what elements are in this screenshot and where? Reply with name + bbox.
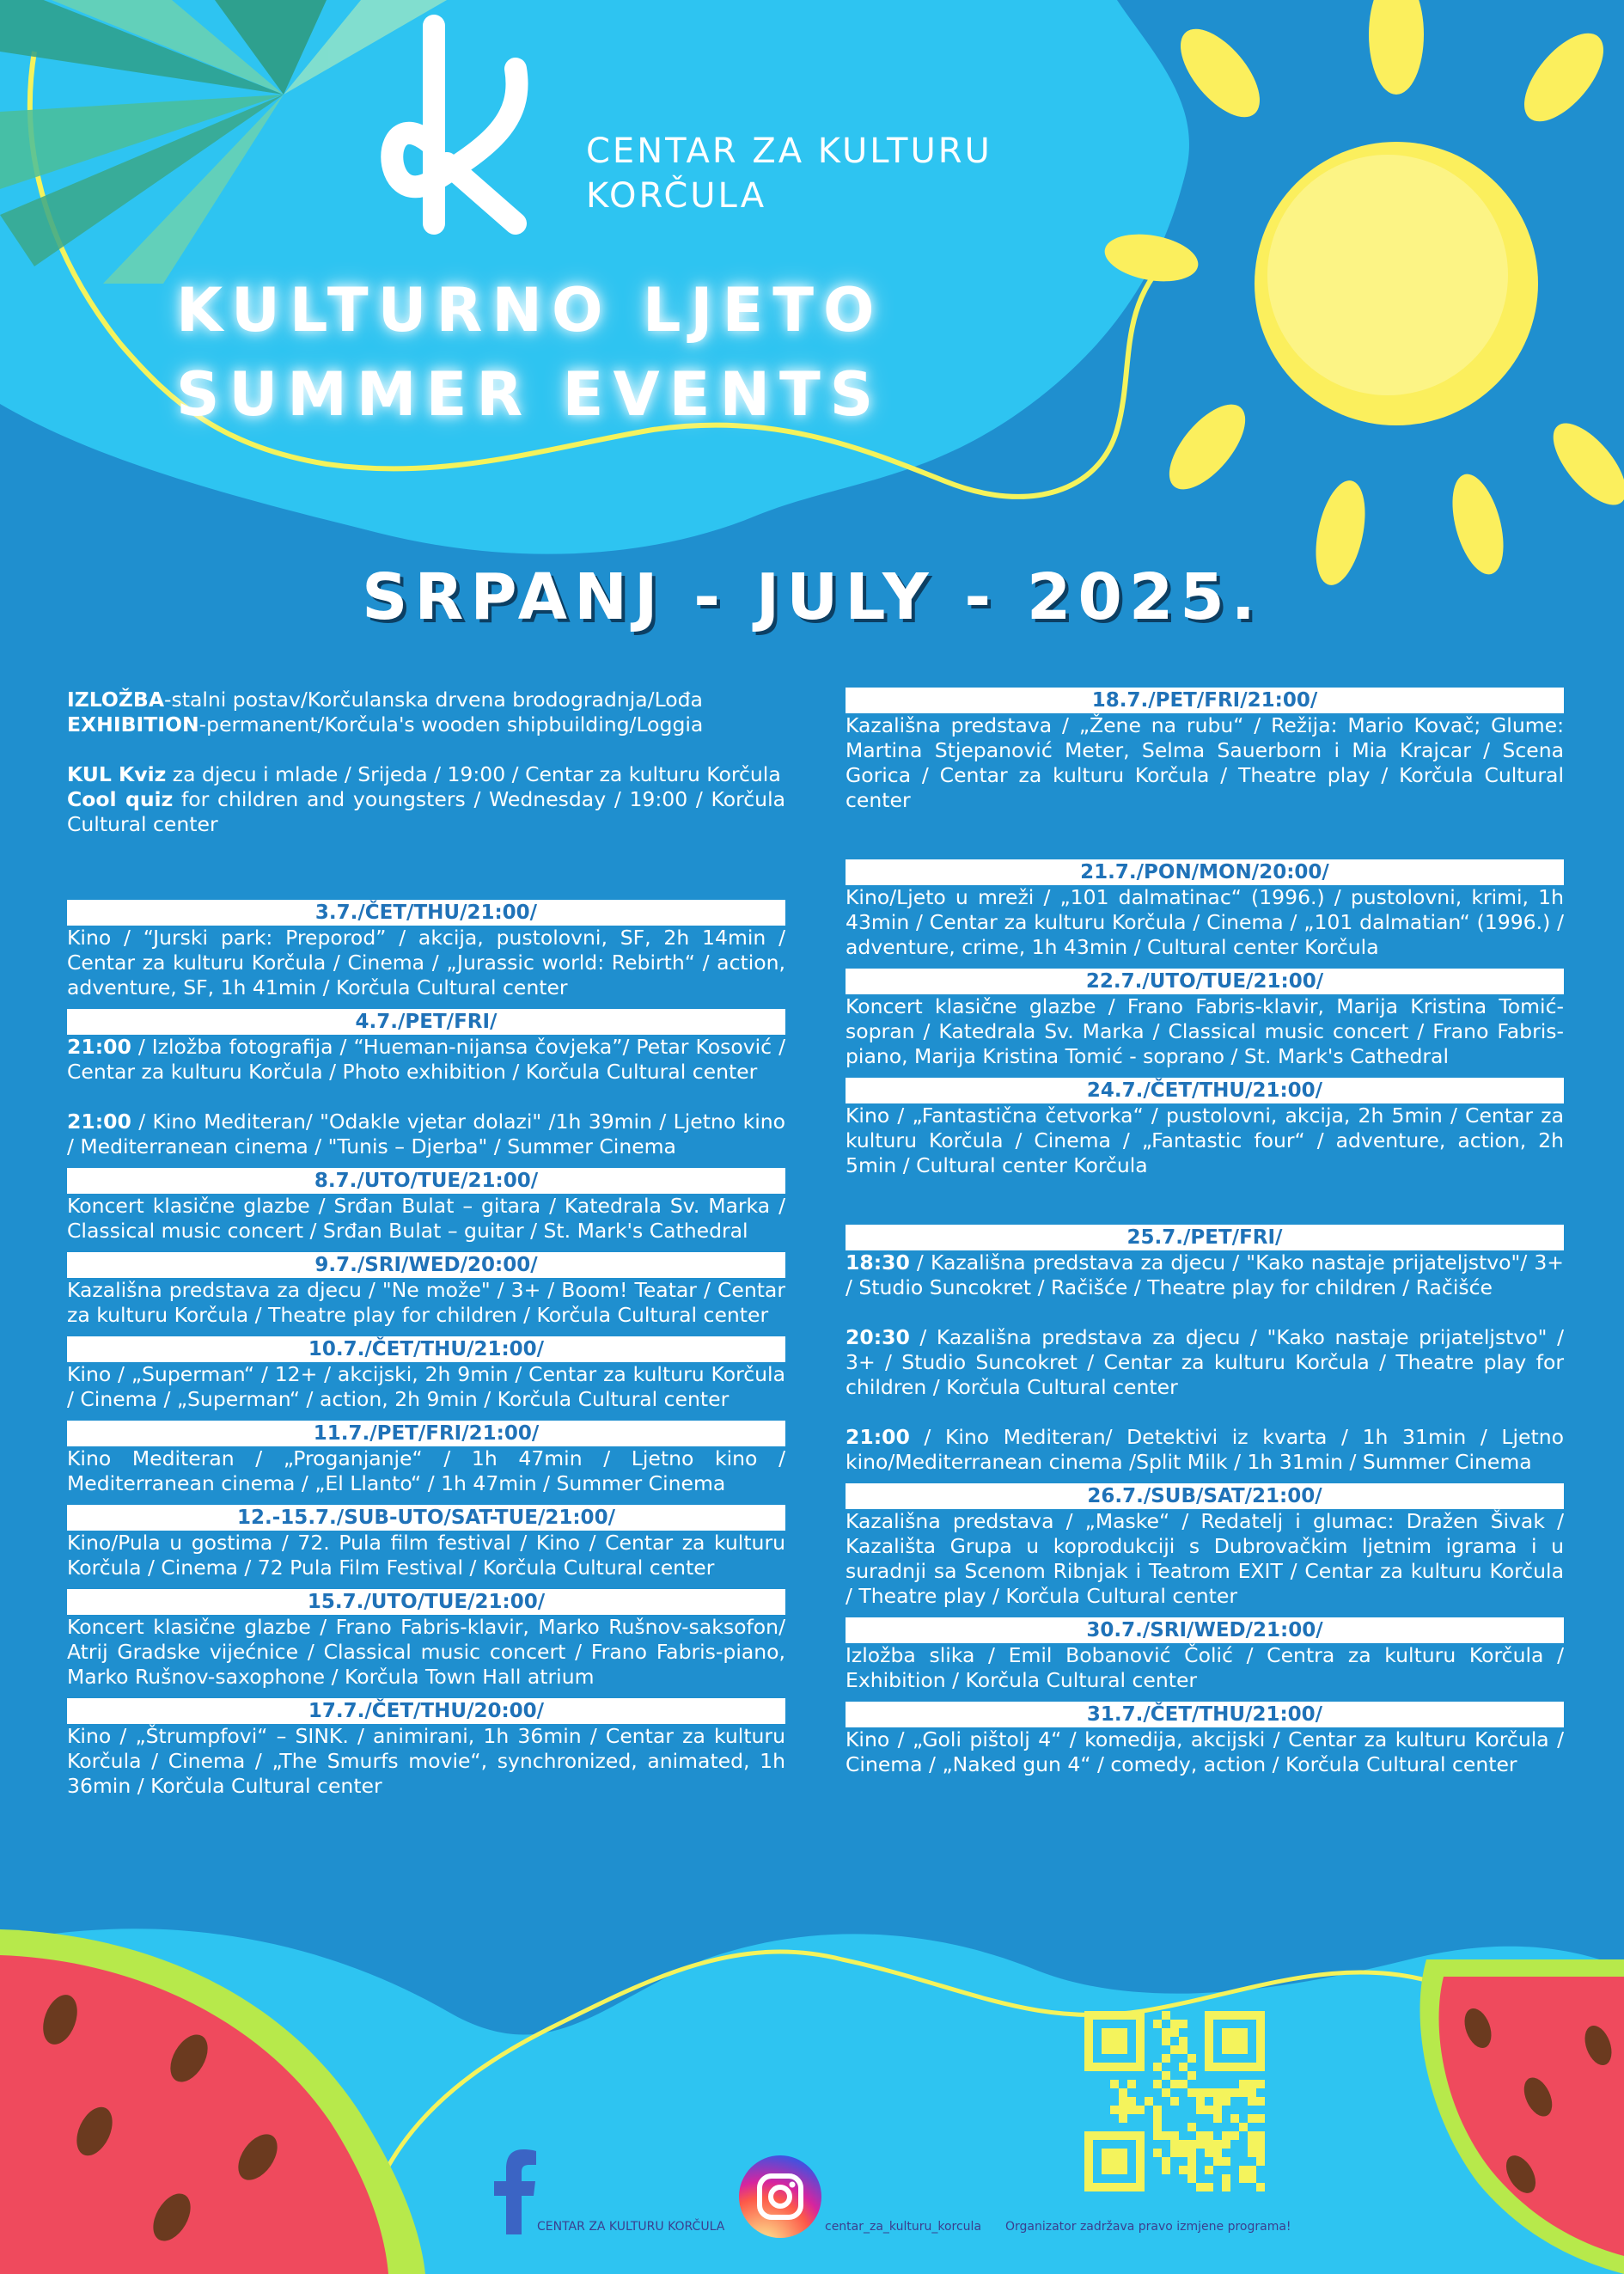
event-item (67, 1009, 785, 1159)
event-description: 18:30 / Kazališna predstava za djecu / "Kako nastaje prijateljstvo"/ 3+ / Studio Suncokret / Račišće / Theatre play for children / Račišće (846, 1250, 1564, 1299)
facebook-label[interactable]: CENTAR ZA KULTURU KORČULA (537, 2220, 725, 2234)
event-item (846, 1702, 1564, 1777)
organization-line-1: CENTAR ZA KULTURU (586, 131, 992, 171)
event-item (846, 969, 1564, 1069)
title-line-1: KULTURNO LJETO (176, 275, 884, 345)
event-item (846, 859, 1564, 960)
event-date-header: 26.7./SUB/SAT/21:00/ (846, 1483, 1564, 1509)
event-date-header: 25.7./PET/FRI/ (846, 1225, 1564, 1250)
intro-line (67, 712, 785, 737)
organization-line-2: KORČULA (586, 176, 767, 216)
intro-bold: IZLOŽBA (67, 688, 165, 712)
intro-bold: Cool quiz (67, 787, 174, 811)
event-description: Koncert klasične glazbe / Frano Fabris-klavir, Marija Kristina Tomić-sopran / Katedrala Sv. Marka / Classical music concert / Frano Fabris-piano, Marija Kristina Tomić - soprano / St. Mark's Cathedral (846, 994, 1564, 1068)
event-date-header: 18.7./PET/FRI/21:00/ (846, 688, 1564, 713)
event-description: Kino / „Goli pištolj 4“ / komedija, akcijski / Centar za kulturu Korčula / Cinema / „Naked gun 4“ / comedy, action / Korčula Cultural center (846, 1727, 1564, 1776)
event-description: Kazališna predstava / „Žene na rubu“ / Režija: Mario Kovač; Glume: Martina Stjepanović Meter, Selma Sauerborn i Mia Krajcar / Scena Gorica / Centar za kulturu Korčula / Theatre play / Korčula Cultural center (846, 713, 1564, 812)
event-item (846, 688, 1564, 813)
intro-text: za djecu i mlade / Srijeda / 19:00 / Centar za kulturu Korčula (166, 762, 781, 786)
event-description: Kazališna predstava / „Maske“ / Redatelj i glumac: Dražen Šivak / Kazališta Grupa u koprodukciji s Dubrovačkim ljetnim igrama i u suradnji sa Scenom Ribnjak i Teatrom EXIT / Centar za kulturu Korčula / Theatre play / Korčula Cultural center (846, 1509, 1564, 1608)
month-heading: SRPANJ - JULY - 2025. (362, 560, 1262, 634)
event-item (846, 1225, 1564, 1475)
event-date-header: 3.7./ČET/THU/21:00/ (67, 900, 785, 926)
event-date-header: 9.7./SRI/WED/20:00/ (67, 1252, 785, 1278)
intro-line (67, 787, 785, 837)
event-date-header: 30.7./SRI/WED/21:00/ (846, 1617, 1564, 1643)
event-item (67, 1421, 785, 1496)
instagram-icon[interactable] (739, 2155, 821, 2238)
event-date-header: 4.7./PET/FRI/ (67, 1009, 785, 1035)
intro-line (67, 688, 785, 712)
event-item (67, 1505, 785, 1580)
event-item (67, 1336, 785, 1412)
event-description: Kino / “Jurski park: Preporod” / akcija, pustolovni, SF, 2h 14min / Centar za kulturu Korčula / Cinema / „Jurassic world: Rebirth“ / action, adventure, SF, 1h 41min / Korčula Cultural center (67, 926, 785, 999)
facebook-icon[interactable] (494, 2149, 537, 2234)
event-item (67, 900, 785, 1000)
event-description: Kino / „Superman“ / 12+ / akcijski, 2h 9min / Centar za kulturu Korčula / Cinema / „Superman“ / action, 2h 9min / Korčula Cultural center (67, 1362, 785, 1411)
event-date-header: 11.7./PET/FRI/21:00/ (67, 1421, 785, 1446)
intro-text: -permanent/Korčula's wooden shipbuilding/Loggia (198, 712, 704, 737)
event-date-header: 24.7./ČET/THU/21:00/ (846, 1078, 1564, 1103)
right-column (846, 688, 1564, 1786)
event-item (67, 1252, 785, 1328)
event-description: Kazališna predstava za djecu / "Ne može" / 3+ / Boom! Teatar / Centar za kulturu Korčula / Theatre play for children / Korčula Cultural center (67, 1278, 785, 1327)
event-date-header: 15.7./UTO/TUE/21:00/ (67, 1589, 785, 1615)
event-item (846, 1617, 1564, 1693)
event-date-header: 21.7./PON/MON/20:00/ (846, 859, 1564, 885)
intro-text: for children and youngsters / Wednesday / 19:00 / Korčula Cultural center (67, 787, 785, 836)
event-description: Koncert klasične glazbe / Frano Fabris-klavir, Marko Rušnov-saksofon/ Atrij Gradske vijećnice / Classical music concert / Frano Fabris-piano, Marko Rušnov-saxophone / Korčula Town Hall atrium (67, 1615, 785, 1689)
right-event-list (846, 688, 1564, 1777)
event-description: Koncert klasične glazbe / Srđan Bulat – gitara / Katedrala Sv. Marka / Classical music concert / Srđan Bulat – guitar / St. Mark's Cathedral (67, 1194, 785, 1243)
sun-icon (1101, 0, 1624, 590)
event-description: Kino / „Fantastična četvorka“ / pustolovni, akcija, 2h 5min / Centar za kulturu Korčula / Cinema / „Fantastic four“ / adventure, action, 2h 5min / Cultural center Korčula (846, 1103, 1564, 1177)
event-date-header: 17.7./ČET/THU/20:00/ (67, 1698, 785, 1724)
organization-name (586, 129, 992, 218)
left-column (67, 688, 785, 1807)
event-item (846, 1483, 1564, 1609)
event-description: 21:00 / Izložba fotografija / “Hueman-nijansa čovjeka”/ Petar Kosović / Centar za kulturu Korčula / Photo exhibition / Korčula Cultural center (67, 1035, 785, 1084)
event-item (846, 1078, 1564, 1178)
event-description: Kino/Pula u gostima / 72. Pula film festival / Kino / Centar za kulturu Korčula / Cinema / 72 Pula Film Festival / Korčula Cultural center (67, 1531, 785, 1580)
event-description: Kino Mediteran / „Proganjanje“ / 1h 47min / Ljetno kino / Mediterranean cinema / „El Llanto“ / 1h 47min / Summer Cinema (67, 1446, 785, 1495)
event-date-header: 31.7./ČET/THU/21:00/ (846, 1702, 1564, 1727)
intro-bold: KUL Kviz (67, 762, 167, 786)
event-description: Kino/Ljeto u mreži / „101 dalmatinac“ (1996.) / pustolovni, krimi, 1h 43min / Centar za kulturu Korčula / Cinema / „101 dalmatian“ (1996.) / adventure, crime, 1h 43min / Cultural center Korčula (846, 885, 1564, 959)
intro-block (67, 688, 785, 837)
instagram-label[interactable]: centar_za_kulturu_korcula (825, 2220, 982, 2234)
left-event-list (67, 862, 785, 1799)
event-description: 20:30 / Kazališna predstava za djecu / "Kako nastaje prijateljstvo" / 3+ / Studio Suncokret / Centar za kulturu Korčula / Theatre play for children / Korčula Cultural center (846, 1325, 1564, 1399)
event-description: 21:00 / Kino Mediteran/ "Odakle vjetar dolazi" /1h 39min / Ljetno kino / Mediterranean cinema / "Tunis – Djerba" / Summer Cinema (67, 1109, 785, 1158)
disclaimer: Organizator zadržava pravo izmjene programa! (1005, 2220, 1291, 2234)
title-line-2: SUMMER EVENTS (176, 359, 883, 430)
intro-bold: EXHIBITION (67, 712, 199, 737)
event-description: 21:00 / Kino Mediteran/ Detektivi iz kvarta / 1h 31min / Ljetno kino/Mediterranean cinema /Split Milk / 1h 31min / Summer Cinema (846, 1425, 1564, 1474)
event-date-header: 12.-15.7./SUB-UTO/SAT-TUE/21:00/ (67, 1505, 785, 1531)
event-description: Izložba slika / Emil Bobanović Čolić / Centra za kulturu Korčula / Exhibition / Korčula Cultural center (846, 1643, 1564, 1692)
event-date-header: 22.7./UTO/TUE/21:00/ (846, 969, 1564, 994)
event-item (67, 1698, 785, 1799)
event-date-header: 10.7./ČET/THU/21:00/ (67, 1336, 785, 1362)
intro-line (67, 762, 785, 787)
event-item (67, 1168, 785, 1244)
event-description: Kino / „Štrumpfovi“ – SINK. / animirani, 1h 36min / Centar za kulturu Korčula / Cinema / „The Smurfs movie“, synchronized, animated, 1h 36min / Korčula Cultural center (67, 1724, 785, 1798)
event-date-header: 8.7./UTO/TUE/21:00/ (67, 1168, 785, 1194)
qr-code-icon[interactable] (1084, 2011, 1265, 2191)
intro-text: -stalni postav/Korčulanska drvena brodogradnja/Lođa (164, 688, 703, 712)
event-item (67, 1589, 785, 1690)
